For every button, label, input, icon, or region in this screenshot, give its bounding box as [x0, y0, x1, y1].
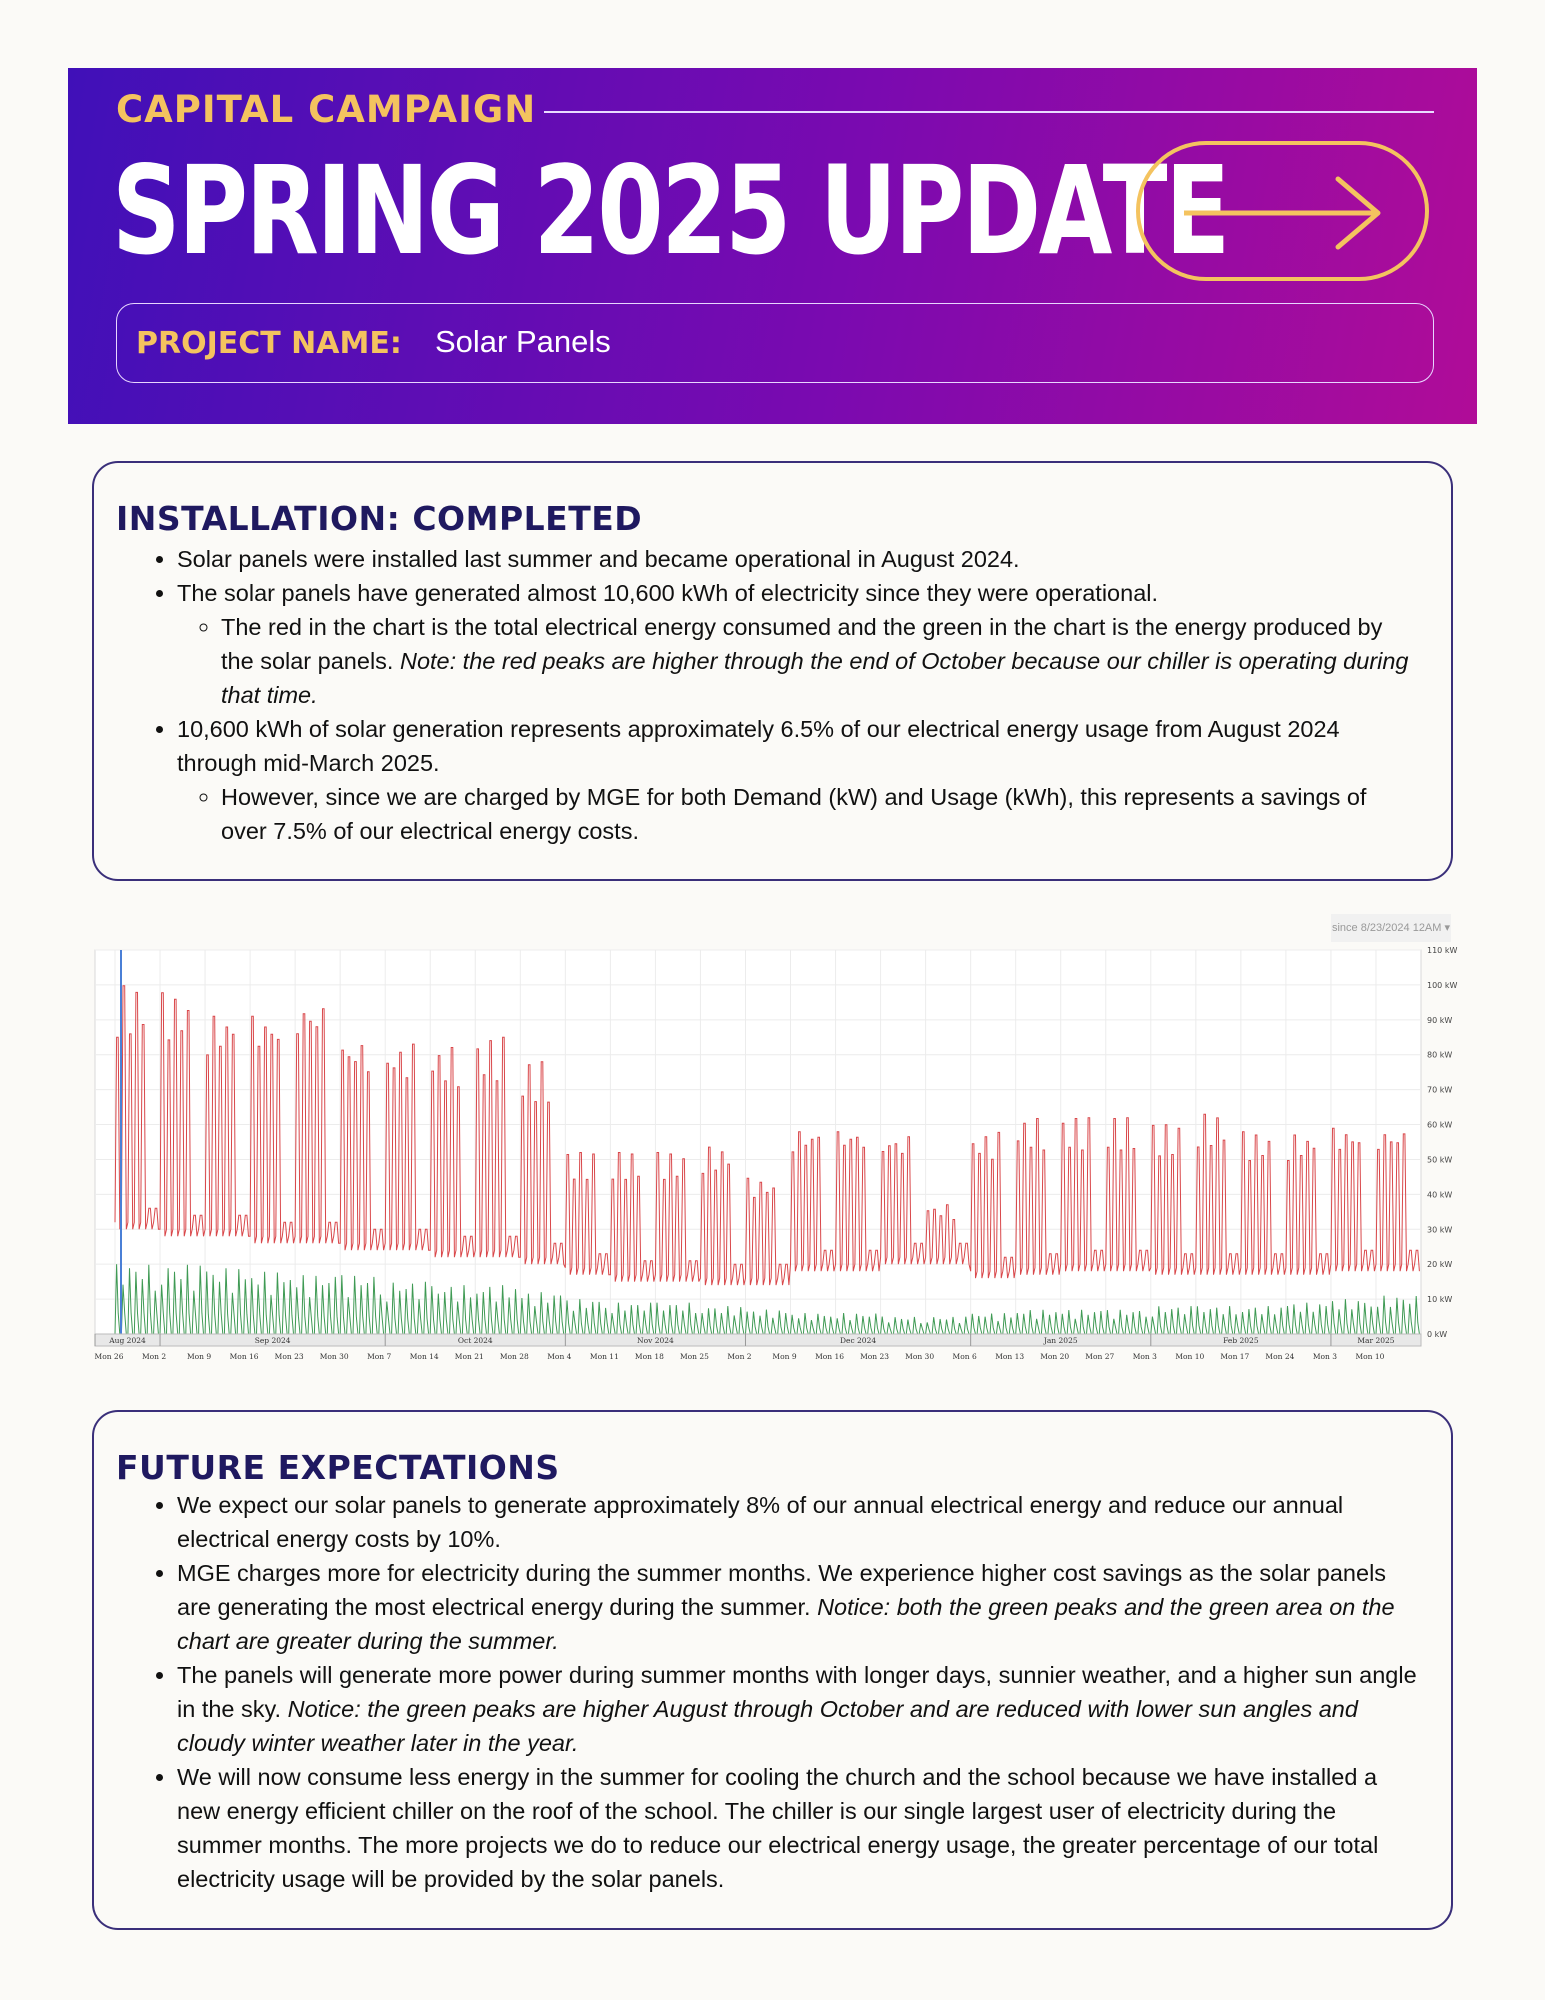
list-item [177, 1658, 1417, 1760]
project-name-box [116, 303, 1434, 383]
week-label: Mon 23 [274, 1352, 304, 1361]
project-name-value: Solar Panels [435, 324, 611, 359]
list-item-text: The solar panels have generated almost 10,600 kWh of electricity since they were operational. [177, 580, 1159, 606]
list-item-text: 10,600 kWh of solar generation represents approximately 6.5% of our electrical energy usage from August 2024 through mid-March 2025. [177, 716, 1340, 776]
sub-list [177, 780, 1417, 848]
month-label: Oct 2024 [457, 1336, 493, 1345]
y-tick-label: 100 kW [1427, 980, 1458, 990]
chart-range-label: since 8/23/2024 12AM [1331, 922, 1442, 934]
list-item-text: The red in the chart is the total electrical energy consumed and the green in the chart is the energy produced by the solar panels. [221, 614, 1383, 674]
kicker-divider [544, 111, 1434, 113]
list-item [177, 576, 1417, 712]
list-item-text: The panels will generate more power during summer months with longer days, sunnier weather, and a higher sun angle in the sky. [177, 1662, 1417, 1722]
week-label: Mon 9 [772, 1352, 797, 1361]
page-title: SPRING 2025 UPDATE [112, 140, 1228, 282]
y-tick-label: 80 kW [1427, 1050, 1453, 1060]
month-label: Aug 2024 [109, 1336, 146, 1345]
header-banner [68, 68, 1477, 424]
y-tick-label: 50 kW [1427, 1155, 1453, 1165]
arrow-right-icon [1180, 175, 1385, 251]
list-item-note: Notice: both the green peaks and the green area on the chart are greater during the summer. [177, 1594, 1395, 1654]
week-label: Mon 14 [409, 1352, 439, 1361]
month-label: Sep 2024 [254, 1336, 291, 1345]
y-tick-label: 20 kW [1427, 1260, 1453, 1270]
week-label: Mon 27 [1085, 1352, 1115, 1361]
chart-svg [89, 914, 1458, 1374]
week-label: Mon 4 [547, 1352, 572, 1361]
list-item: • We will now consume less energy in the summer for cooling the church and the school because we have installed a new energy efficient chiller on the roof of the school. The chiller is our single largest user of electricity during the summer months. The more projects we do to reduce our electrical energy usage, the greater percentage of our total electricity usage will be provided by the solar panels. [177, 1760, 1417, 1896]
week-label: Mon 30 [319, 1352, 349, 1361]
week-label: Mon 17 [1220, 1352, 1250, 1361]
list-item: • Solar panels were installed last summer and became operational in August 2024. [177, 542, 1417, 576]
installation-card [92, 461, 1453, 881]
list-item: • We expect our solar panels to generate approximately 8% of our annual electrical energy and reduce our annual electrical energy costs by 10%. [177, 1488, 1417, 1556]
week-label: Mon 26 [94, 1352, 124, 1361]
list-item-note: Note: the red peaks are higher through the end of October because our chiller is operating during that time. [221, 648, 1409, 708]
y-tick-label: 10 kW [1427, 1295, 1453, 1305]
month-label: Mar 2025 [1357, 1336, 1395, 1345]
month-label: Feb 2025 [1223, 1336, 1259, 1345]
week-label: Mon 13 [995, 1352, 1025, 1361]
month-bar [95, 1334, 1421, 1346]
week-label: Mon 6 [952, 1352, 977, 1361]
arrow-button[interactable] [1136, 141, 1429, 281]
week-label: Mon 30 [905, 1352, 935, 1361]
y-tick-label: 110 kW [1427, 946, 1458, 955]
week-label: Mon 16 [815, 1352, 845, 1361]
y-tick-label: 40 kW [1427, 1190, 1453, 1200]
future-card [92, 1410, 1453, 1930]
list-item [177, 1556, 1417, 1658]
sub-list [177, 610, 1417, 712]
project-name-label: PROJECT NAME: [136, 326, 402, 361]
week-label: Mon 23 [860, 1352, 890, 1361]
week-label: Mon 10 [1355, 1352, 1385, 1361]
week-label: Mon 2 [727, 1352, 752, 1361]
list-item [177, 712, 1417, 848]
week-label: Mon 25 [679, 1352, 709, 1361]
week-label: Mon 9 [186, 1352, 212, 1361]
week-label: Mon 24 [1265, 1352, 1295, 1361]
month-label: Dec 2024 [840, 1336, 877, 1345]
week-label: Mon 2 [141, 1352, 167, 1361]
future-heading: FUTURE EXPECTATIONS [116, 1448, 560, 1487]
y-tick-label: 90 kW [1427, 1015, 1453, 1025]
month-label: Jan 2025 [1043, 1336, 1078, 1345]
week-label: Mon 3 [1132, 1352, 1157, 1361]
week-label: Mon 21 [454, 1352, 484, 1361]
list-item-text: MGE charges more for electricity during the summer months. We experience higher cost savings as the solar panels are generating the most electrical energy during the summer. [177, 1560, 1387, 1620]
y-tick-label: 0 kW [1427, 1330, 1448, 1339]
y-tick-label: 70 kW [1427, 1085, 1453, 1095]
week-label: Mon 18 [634, 1352, 664, 1361]
installation-list [141, 542, 1417, 848]
chart-range-tab[interactable]: since 8/23/2024 12AM ▾ [1331, 914, 1451, 942]
week-label: Mon 7 [367, 1352, 392, 1361]
campaign-kicker: CAPITAL CAMPAIGN [116, 88, 537, 131]
week-label: Mon 20 [1040, 1352, 1070, 1361]
month-label: Nov 2024 [637, 1336, 674, 1345]
week-label: Mon 10 [1175, 1352, 1205, 1361]
energy-chart [89, 914, 1458, 1374]
week-label: Mon 3 [1312, 1352, 1338, 1361]
list-item-note: Notice: the green peaks are higher August through October and are reduced with lower sun angles and cloudy winter weather later in the year. [177, 1696, 1358, 1756]
future-list [141, 1488, 1417, 1896]
installation-heading: INSTALLATION: COMPLETED [116, 499, 643, 538]
week-label: Mon 16 [229, 1352, 259, 1361]
y-tick-label: 60 kW [1427, 1120, 1453, 1130]
list-item: ◦ However, since we are charged by MGE for both Demand (kW) and Usage (kWh), this represents a savings of over 7.5% of our electrical energy costs. [221, 780, 1417, 848]
week-label: Mon 28 [499, 1352, 529, 1361]
y-tick-label: 30 kW [1427, 1225, 1453, 1235]
week-label: Mon 11 [589, 1352, 619, 1361]
list-item [221, 610, 1417, 712]
